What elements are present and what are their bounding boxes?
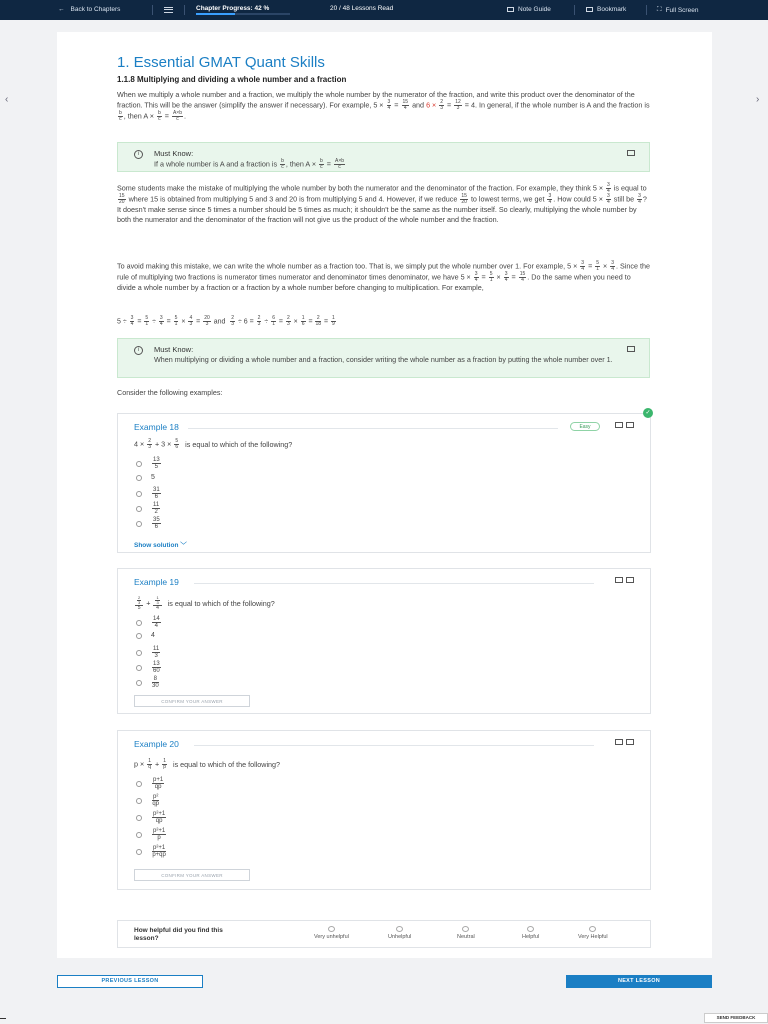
example-19-card (117, 568, 651, 714)
must-know-title: Must Know: (154, 345, 194, 354)
radio-button[interactable] (136, 832, 142, 838)
note-icon[interactable] (615, 739, 623, 745)
den: 2 (154, 509, 158, 515)
num: p+1 (153, 777, 164, 783)
num: 13 (153, 661, 160, 667)
lessons-read-label: 20 / 48 Lessons Read (330, 5, 394, 12)
expand-icon: ⛶ (657, 6, 662, 13)
example-actions (615, 739, 634, 745)
bookmark-icon[interactable] (627, 346, 635, 352)
answer-option[interactable] (136, 517, 162, 530)
radio-button[interactable] (136, 650, 142, 656)
paragraph-1: When we multiply a whole number and a fraction, we multiply the whole number by the numerator of the fraction, and write this product over the denominator of the fraction. This will be the answer (simplify the answer if necessary). For example, 5 × $\frac{3}{4}$ = $\frac{15}{4}$ and 6 × $\frac{2}{3}$ = $\frac{12}{3}$ = 4. In general, if the whole number is A and the fraction is $\frac{b}{c}$ , then A × $\frac{b}{c}$ = $\frac{A\times b}{c}$ . (117, 90, 650, 123)
previous-lesson-button[interactable]: PREVIOUS LESSON (57, 975, 203, 988)
consider-text: Consider the following examples: (117, 388, 223, 397)
example-actions (615, 422, 634, 428)
text: where 15 is obtained from multiplying 5 and 3 and 20 is from multiplying 5 and 4. However, if we reduce (128, 194, 458, 204)
radio-button[interactable] (136, 849, 142, 855)
question: 4 × $\frac{2}{3}$ + 3 × $\frac{5}{6}$ is equal to which of the following? (134, 438, 293, 450)
radio-button[interactable] (136, 633, 142, 639)
rating-label: Neutral (457, 934, 475, 940)
note-guide-label: Note Guide (518, 6, 551, 13)
rating-question: How helpful did you find this lesson? (134, 927, 223, 942)
answer-option[interactable] (136, 616, 162, 629)
bookmark-icon (586, 7, 593, 12)
paragraph-2: Some students make the mistake of multiplying the whole number by both the numerator and the denominator of the fraction. For example, they think 5 × $\frac{3}{4}$ is equal to $\frac{15}{20}$ where 15 is obtained from multiplying 5 and 3 and 20 is from multiplying 5 and 4. However, if we reduce $\frac{15}{20}$ to lowest terms, we get $\frac{3}{4}$ . How could 5 × $\frac{3}{4}$ still be $\frac{3}{4}$ ? It doesn't make sense since 5 times a number should be 5 times as much; it shouldn't be the same as the number itself. So clearly, multiplying the whole number by both the numerator and the denominator of the fraction will not give us the product of the whole number and the fraction. (117, 182, 647, 225)
example-title: Example 18 (134, 422, 179, 432)
divider (646, 5, 647, 15)
top-bar (0, 0, 768, 20)
difficulty-badge: Easy (570, 422, 600, 431)
radio-button[interactable] (136, 680, 142, 686)
num: 14 (153, 616, 160, 622)
answer-option[interactable] (136, 502, 161, 515)
chevron-down-icon: ﹀ (180, 542, 187, 549)
paragraph-3: To avoid making this mistake, we can write the whole number as a fraction too. That is, we simply put the whole number over 1. For example, 5 × $\frac{3}{4}$ = $\frac{5}{1}$ × $\frac{3}{4}$ . Since the rule of multiplying two fractions is numerator times numerator and denominator times denominator, we have 5 × $\frac{3}{4}$ = $\frac{5}{1}$ × $\frac{3}{4}$ = $\frac{15}{4}$ . Do the same when you need to divide a whole number by a fraction or a fraction by a whole number before changing to multiplication. For example, (117, 260, 651, 292)
text: If a whole number is A and a fraction is (154, 159, 278, 169)
answer-option[interactable] (136, 676, 160, 689)
divider (184, 5, 185, 15)
answer-option[interactable] (136, 457, 162, 470)
question-text: is equal to which of the following? (167, 599, 275, 608)
rating-neutral[interactable] (457, 926, 475, 940)
full-screen-button[interactable] (657, 6, 698, 14)
text: ? It doesn't make sense since 5 times a number should be 5 times as much; it shouldn't be the same as the number itself. So clearly, multiplying the whole number by both the numerator and the denominator of the fraction will not give us the product of the whole number and the fraction. (117, 194, 647, 225)
example-18-card (117, 413, 651, 553)
num: 11 (153, 646, 160, 652)
den: p (157, 835, 161, 841)
den: 3 (154, 653, 158, 659)
divider (152, 5, 153, 15)
face-icon (328, 926, 335, 932)
example-20-card (117, 730, 651, 890)
back-to-chapters-label: Back to Chapters (70, 6, 121, 13)
bookmark-icon[interactable] (627, 150, 635, 156)
question-text: is equal to which of the following? (172, 760, 281, 769)
text: To avoid making this mistake, we can write the whole number as a fraction too. That is, we simply put the whole number over 1. For example, 5 × (117, 261, 578, 271)
example-title: Example 19 (134, 577, 179, 587)
back-to-chapters-link[interactable] (58, 6, 120, 13)
note-icon (507, 7, 514, 12)
num: 8 (153, 676, 158, 682)
answer-option[interactable] (136, 845, 167, 858)
face-icon (527, 926, 534, 932)
next-lesson-button[interactable]: NEXT LESSON (566, 975, 712, 988)
rating-label: Unhelpful (388, 934, 412, 940)
question-text: is equal to which of the following? (185, 440, 293, 449)
question: $\frac{\frac{2}{3}}{5}$ + $\frac{\frac{1}{3}}{4}$ is equal to which of the following? (134, 596, 275, 611)
must-know-title: Must Know: (154, 149, 194, 158)
must-know-box-2 (117, 338, 650, 378)
num: 11 (153, 502, 160, 508)
answer-option[interactable] (136, 487, 162, 500)
text: , then A × (123, 111, 154, 121)
note-guide-button[interactable] (507, 6, 551, 13)
radio-button[interactable] (136, 491, 142, 497)
divider (574, 5, 575, 15)
text: . How could 5 × (553, 194, 603, 204)
radio-button[interactable] (136, 781, 142, 787)
must-know-box (117, 142, 650, 172)
example-actions (615, 577, 634, 583)
radio-button[interactable] (136, 815, 142, 821)
note-icon[interactable] (615, 577, 623, 583)
radio-button[interactable] (136, 665, 142, 671)
den: 4 (154, 623, 159, 629)
rating-label: Very unhelpful (314, 934, 349, 940)
bookmark-button[interactable] (586, 6, 626, 13)
radio-button[interactable] (136, 461, 142, 467)
completed-check-icon: ✓ (643, 408, 653, 418)
answer-option[interactable] (136, 794, 160, 807)
den: qp (152, 801, 160, 807)
rating-label: Helpful (522, 934, 540, 940)
bookmark-icon[interactable] (626, 422, 634, 428)
menu-icon[interactable] (164, 5, 173, 14)
option-text: 5 (151, 474, 155, 481)
text: is equal to (613, 183, 647, 193)
answer-option[interactable] (136, 777, 165, 790)
radio-button[interactable] (136, 506, 142, 512)
answer-option[interactable] (136, 661, 162, 674)
text: . Do the same when you need to divide a whole number by a fraction or a fraction by a whole number before changing to multiplication. For example, (117, 272, 631, 292)
divider (194, 583, 594, 584)
previous-page-arrow-icon[interactable]: ‹ (5, 94, 9, 105)
answer-option[interactable] (136, 632, 155, 639)
must-know-text: When multiplying or dividing a whole number and a fraction, consider writing the whole number as a fraction by putting the whole number over 1. (154, 355, 613, 364)
send-feedback-button[interactable]: SEND FEEDBACK (704, 1013, 768, 1023)
text: . In general, if the whole number is A and the fraction is (475, 100, 650, 110)
den: qp (154, 784, 162, 790)
rating-unhelpful[interactable] (388, 926, 411, 940)
rating-label: Very Helpful (578, 934, 608, 940)
chapter-progress-bar (196, 13, 290, 15)
rating-very-unhelpful[interactable] (314, 926, 349, 940)
radio-button[interactable] (136, 620, 142, 626)
lesson-subtitle: 1.1.8 Multiplying and dividing a whole number and a fraction (117, 75, 347, 84)
info-icon: i (134, 150, 143, 159)
radio-button[interactable] (136, 798, 142, 804)
answer-option[interactable] (136, 646, 161, 659)
divider (188, 428, 558, 429)
bookmark-icon[interactable] (626, 739, 634, 745)
radio-button[interactable] (136, 521, 142, 527)
answer-option[interactable] (136, 474, 155, 481)
divider (194, 745, 594, 746)
num: p² (153, 794, 159, 800)
answer-option[interactable] (136, 828, 167, 841)
radio-button[interactable] (136, 475, 142, 481)
lesson-rating (117, 920, 651, 948)
num: 35 (153, 517, 160, 523)
text: . Since the rule of multiplying two fractions is numerator times numerator and denominator times denominator, we have 5 × (117, 261, 651, 282)
info-icon: i (134, 346, 143, 355)
rating-very-helpful[interactable] (578, 926, 608, 940)
question: p × $\frac{1}{q}$ + $\frac{1}{p}$ is equal to which of the following? (134, 758, 281, 770)
arrow-left-icon: ← (58, 6, 65, 13)
progress-fill (196, 13, 235, 15)
text: and (412, 100, 425, 110)
lesson-title: 1. Essential GMAT Quant Skills (117, 54, 325, 71)
den: p+qp (152, 852, 166, 858)
next-page-arrow-icon[interactable]: › (756, 94, 760, 105)
rating-helpful[interactable] (522, 926, 539, 940)
den: 6 (154, 494, 159, 500)
num: p²+1 (153, 811, 166, 817)
scroll-indicator (0, 1018, 6, 1019)
show-solution-label: Show solution (134, 542, 179, 549)
show-solution-link[interactable] (134, 540, 187, 549)
lesson-card (57, 32, 712, 958)
chapter-progress-label: Chapter Progress: 42 % (196, 5, 270, 12)
bookmark-icon[interactable] (626, 577, 634, 583)
division-examples: 5 ÷ $\frac{3}{4}$ = $\frac{5}{1}$ ÷ $\frac{3}{4}$ = $\frac{5}{1}$ × $\frac{4}{3}$ = $\frac{20}{3}$ and $\frac{2}{3}$ ÷ 6 = $\frac{2}{3}$ ÷ $\frac{6}{1}$ = $\frac{2}{3}$ × $\frac{1}{6}$ = $\frac{2}{18}$ = $\frac{1}{9}$ (117, 315, 335, 327)
den: qp (155, 818, 163, 824)
bookmark-label: Bookmark (597, 6, 627, 13)
answer-option[interactable] (136, 811, 167, 824)
face-icon (396, 926, 403, 932)
den: 30 (152, 683, 159, 689)
text: Some students make the mistake of multiplying the whole number by both the numerator and the denominator of the fraction. For example, they think 5 × (117, 183, 604, 193)
face-icon (462, 926, 469, 932)
num: p²+1 (153, 845, 166, 851)
text: to lowest terms, we get (470, 194, 545, 204)
den: 5 (154, 464, 159, 470)
text: When we multiply a whole number and a fraction, we multiply the whole number by the numerator of the fraction, and write this product over the denominator of the fraction. This will be the answer (simplify the answer if necessary). For example, 5 × (117, 90, 635, 110)
must-know-text: If a whole number is A and a fraction is $\frac{b}{c}$ , then A × $\frac{b}{c}$ = $\frac{A\times b}{c}$ (154, 158, 345, 170)
num: 13 (153, 457, 160, 463)
num: 31 (153, 487, 160, 493)
option-text: 4 (151, 632, 155, 639)
note-icon[interactable] (615, 422, 623, 428)
confirm-answer-button[interactable]: CONFIRM YOUR ANSWER (134, 869, 250, 881)
num: p²+1 (153, 828, 166, 834)
den: 60 (153, 668, 160, 674)
confirm-answer-button[interactable]: CONFIRM YOUR ANSWER (134, 695, 250, 707)
example-title: Example 20 (134, 739, 179, 749)
face-icon (589, 926, 596, 932)
text: , then A × (285, 159, 317, 169)
text: still be (613, 194, 635, 204)
full-screen-label: Full Screen (665, 6, 699, 14)
den: 6 (154, 524, 159, 530)
